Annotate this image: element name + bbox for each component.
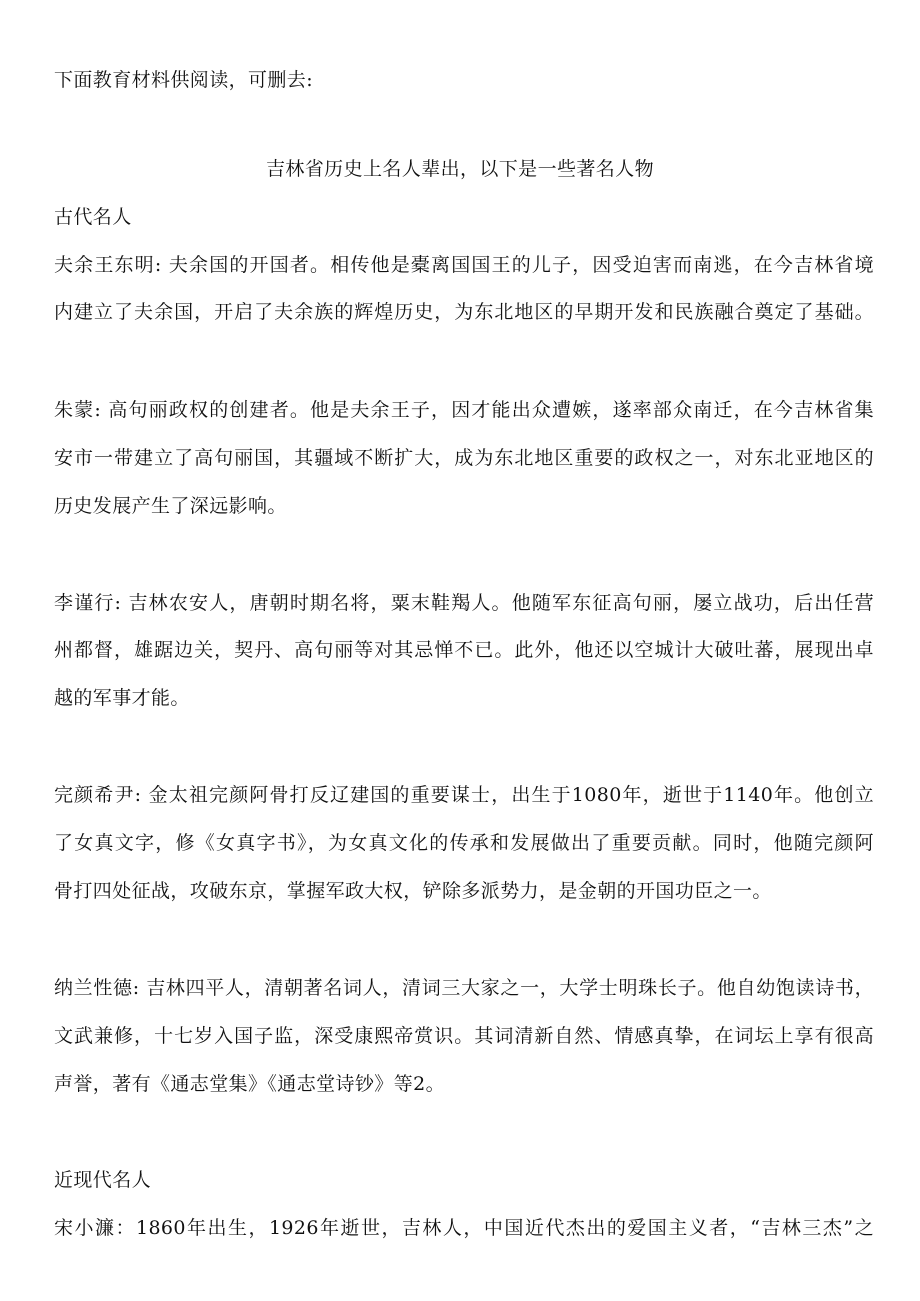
entry-fuyu-line-1: 夫余王东明: 夫余国的开国者。相传他是橐离国国王的儿子，因受迫害而南逃，在今吉林省境 bbox=[54, 254, 874, 276]
entry-lijinxing-line-1: 李谨行: 吉林农安人，唐朝时期名将，粟末鞋羯人。他随军东征高句丽，屡立战功，后出任营 bbox=[54, 592, 874, 614]
entry-lijinxing-line-3: 越的军事才能。 bbox=[54, 687, 190, 709]
entry-wanyanxiyin-line-1: 完颜希尹: 金太祖完颜阿骨打反辽建国的重要谋士，出生于1080年，逝世于1140年。他创立 bbox=[54, 784, 874, 806]
entry-nalan-line-3: 声誉，著有《通志堂集》《通志堂诗钞》等2。 bbox=[54, 1073, 445, 1095]
entry-lijinxing-line-2: 州都督，雄踞边关，契丹、高句丽等对其忌惮不已。此外，他还以空城计大破吐蕃，展现出卓 bbox=[54, 639, 874, 661]
entry-songxiaolian-line-1: 宋小濂：1860年出生，1926年逝世，吉林人，中国近代杰出的爱国主义者，“吉林三杰”之 bbox=[54, 1217, 874, 1239]
entry-zhumeng-line-3: 历史发展产生了深远影响。 bbox=[54, 495, 287, 517]
entry-wanyanxiyin-line-3: 骨打四处征战，攻破东京，掌握军政大权，铲除多派势力，是金朝的开国功臣之一。 bbox=[54, 880, 772, 902]
entry-zhumeng-line-1: 朱蒙: 高句丽政权的创建者。他是夫余王子，因才能出众遭嫉，遂率部众南迁，在今吉林省集 bbox=[54, 399, 874, 421]
section-heading-ancient: 古代名人 bbox=[54, 206, 132, 228]
document-title: 吉林省历史上名人辈出，以下是一些著名人物 bbox=[265, 158, 654, 180]
section-heading-modern: 近现代名人 bbox=[54, 1169, 152, 1191]
intro-note: 下面教育材料供阅读，可删去: bbox=[54, 69, 314, 91]
entry-nalan-line-1: 纳兰性德: 吉林四平人，清朝著名词人，清词三大家之一，大学士明珠长子。他自幼饱读诗书， bbox=[54, 977, 874, 999]
entry-nalan-line-2: 文武兼修，十七岁入国子监，深受康熙帝赏识。其词清新自然、情感真挚，在词坛上享有很高 bbox=[54, 1025, 874, 1047]
entry-zhumeng-line-2: 安市一带建立了高句丽国，其疆域不断扩大，成为东北地区重要的政权之一，对东北亚地区的 bbox=[54, 447, 874, 469]
entry-fuyu-line-2: 内建立了夫余国，开启了夫余族的辉煌历史，为东北地区的早期开发和民族融合奠定了基础。 bbox=[54, 301, 874, 323]
entry-wanyanxiyin-line-2: 了女真文字，修《女真字书》，为女真文化的传承和发展做出了重要贡献。同时，他随完颜阿 bbox=[54, 832, 874, 854]
